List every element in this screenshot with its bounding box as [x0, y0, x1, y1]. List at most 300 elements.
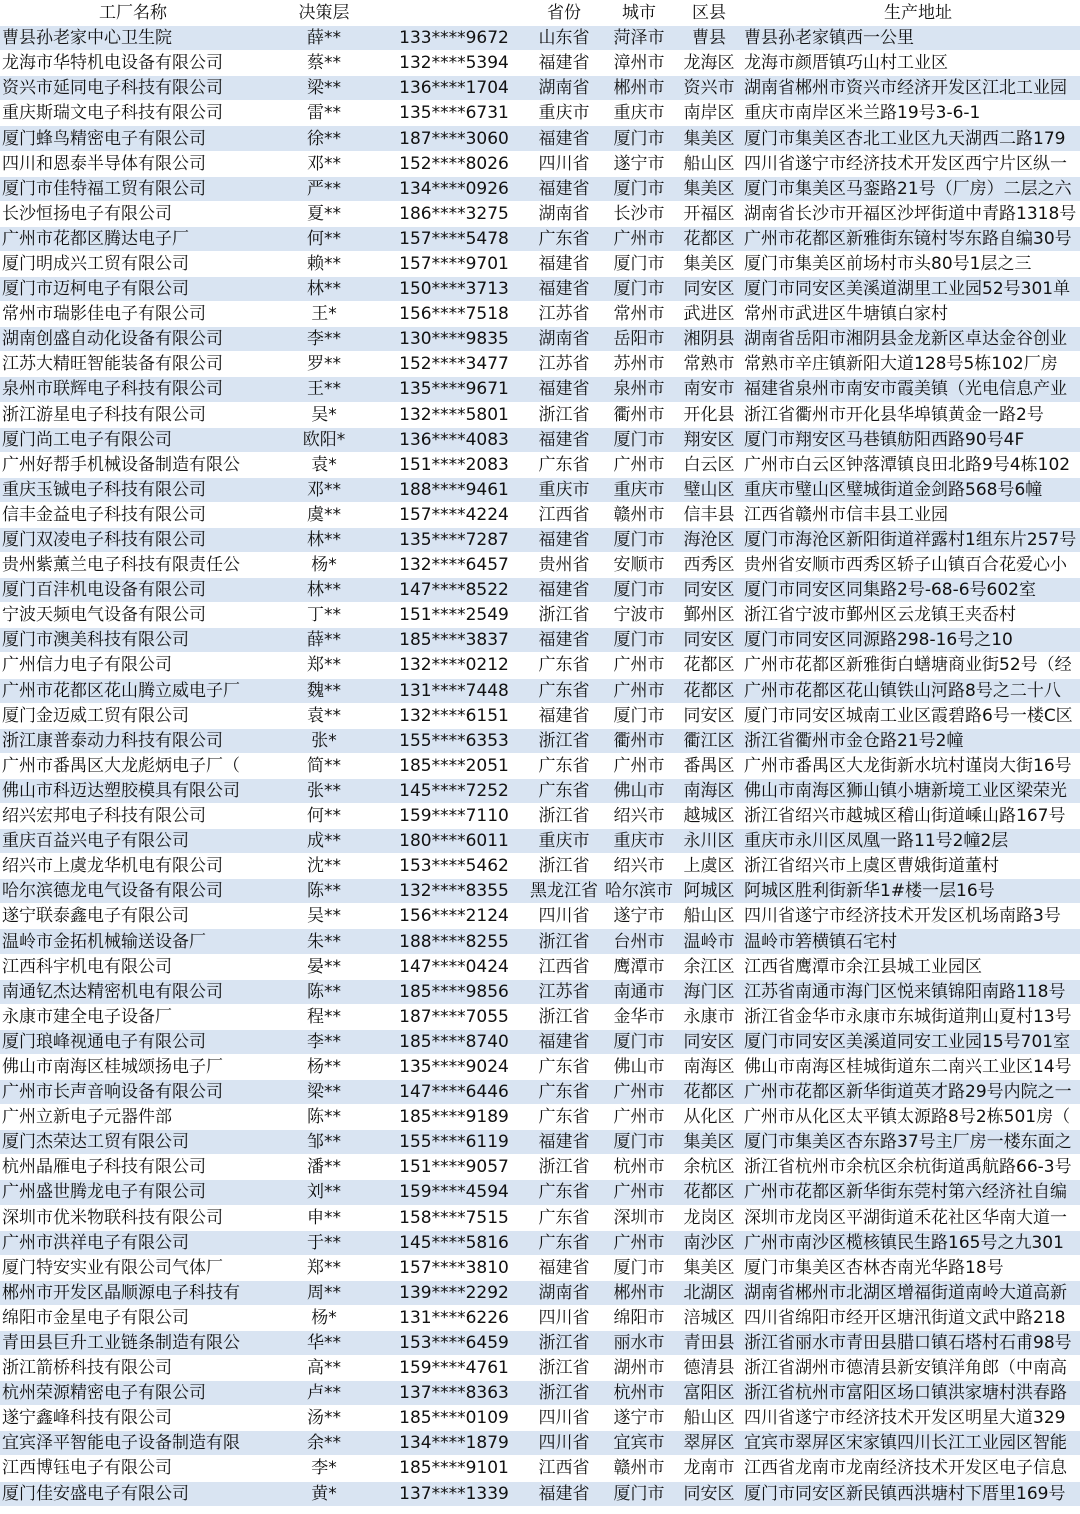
district-cell[interactable]: 曹县 [676, 26, 742, 51]
factory-name-cell[interactable]: 资兴市延同电子科技有限公司 [0, 76, 266, 101]
district-cell[interactable]: 湘阴县 [676, 327, 742, 352]
phone-cell[interactable]: 137****8363 [382, 1381, 526, 1406]
phone-cell[interactable]: 130****9835 [382, 327, 526, 352]
factory-name-cell[interactable]: 厦门尚工电子有限公司 [0, 427, 266, 452]
decision-maker-cell[interactable]: 袁* [266, 452, 382, 477]
phone-cell[interactable]: 185****2051 [382, 753, 526, 778]
factory-name-cell[interactable]: 厦门特安实业有限公司气体厂 [0, 1255, 266, 1280]
decision-maker-cell[interactable]: 梁** [266, 1080, 382, 1105]
address-cell[interactable]: 江苏省南通市海门区悦来镇锦阳南路118号 [742, 979, 1080, 1004]
city-cell[interactable]: 重庆市 [602, 477, 676, 502]
phone-cell[interactable]: 136****1704 [382, 76, 526, 101]
address-cell[interactable]: 厦门市同安区同集路2号-68-6号602室 [742, 578, 1080, 603]
city-cell[interactable]: 常州市 [602, 302, 676, 327]
province-cell[interactable]: 浙江省 [526, 1004, 602, 1029]
province-cell[interactable]: 广东省 [526, 778, 602, 803]
decision-maker-cell[interactable]: 卢** [266, 1381, 382, 1406]
phone-cell[interactable]: 136****4083 [382, 427, 526, 452]
province-cell[interactable]: 广东省 [526, 653, 602, 678]
phone-cell[interactable]: 157****5478 [382, 226, 526, 251]
factory-name-cell[interactable]: 重庆玉铖电子科技有限公司 [0, 477, 266, 502]
province-cell[interactable]: 福建省 [526, 377, 602, 402]
phone-cell[interactable]: 152****8026 [382, 151, 526, 176]
province-cell[interactable]: 浙江省 [526, 1381, 602, 1406]
factory-name-cell[interactable]: 郴州市开发区晶顺源电子科技有 [0, 1280, 266, 1305]
address-cell[interactable]: 浙江省杭州市余杭区余杭街道禹航路66-3号 [742, 1155, 1080, 1180]
district-cell[interactable]: 西秀区 [676, 553, 742, 578]
province-cell[interactable]: 四川省 [526, 1406, 602, 1431]
city-cell[interactable]: 长沙市 [602, 201, 676, 226]
city-cell[interactable]: 重庆市 [602, 829, 676, 854]
phone-cell[interactable]: 159****4761 [382, 1356, 526, 1381]
district-cell[interactable]: 白云区 [676, 452, 742, 477]
province-cell[interactable]: 山东省 [526, 26, 602, 51]
district-cell[interactable]: 集美区 [676, 1255, 742, 1280]
phone-cell[interactable]: 159****7110 [382, 804, 526, 829]
district-cell[interactable]: 翠屏区 [676, 1431, 742, 1456]
phone-cell[interactable]: 157****3810 [382, 1255, 526, 1280]
address-cell[interactable]: 宜宾市翠屏区宋家镇四川长江工业园区智能 [742, 1431, 1080, 1456]
district-cell[interactable]: 开化县 [676, 402, 742, 427]
province-cell[interactable]: 浙江省 [526, 1330, 602, 1355]
district-cell[interactable]: 船山区 [676, 904, 742, 929]
decision-maker-cell[interactable]: 梁** [266, 76, 382, 101]
city-cell[interactable]: 厦门市 [602, 427, 676, 452]
factory-name-cell[interactable]: 杭州荣源精密电子有限公司 [0, 1381, 266, 1406]
province-cell[interactable]: 福建省 [526, 628, 602, 653]
phone-cell[interactable]: 152****3477 [382, 352, 526, 377]
district-cell[interactable]: 花都区 [676, 678, 742, 703]
district-cell[interactable]: 北湖区 [676, 1280, 742, 1305]
phone-cell[interactable]: 185****9189 [382, 1105, 526, 1130]
address-cell[interactable]: 四川省遂宁市经济技术开发区西宁片区纵一 [742, 151, 1080, 176]
district-cell[interactable]: 上虞区 [676, 854, 742, 879]
province-cell[interactable]: 浙江省 [526, 1155, 602, 1180]
phone-cell[interactable]: 132****6151 [382, 703, 526, 728]
city-cell[interactable]: 遂宁市 [602, 151, 676, 176]
city-cell[interactable]: 绍兴市 [602, 854, 676, 879]
decision-maker-cell[interactable]: 邹** [266, 1130, 382, 1155]
district-cell[interactable]: 翔安区 [676, 427, 742, 452]
address-cell[interactable]: 浙江省宁波市鄞州区云龙镇王夹岙村 [742, 603, 1080, 628]
factory-name-cell[interactable]: 绍兴市上虞龙华机电有限公司 [0, 854, 266, 879]
address-cell[interactable]: 浙江省衢州市开化县华埠镇黄金一路2号 [742, 402, 1080, 427]
phone-cell[interactable]: 185****9101 [382, 1456, 526, 1481]
header-decision-maker[interactable]: 决策层 [266, 1, 382, 26]
province-cell[interactable]: 重庆市 [526, 101, 602, 126]
district-cell[interactable]: 鄞州区 [676, 603, 742, 628]
province-cell[interactable]: 广东省 [526, 1080, 602, 1105]
phone-cell[interactable]: 155****6353 [382, 728, 526, 753]
phone-cell[interactable]: 180****6011 [382, 829, 526, 854]
province-cell[interactable]: 广东省 [526, 1054, 602, 1079]
decision-maker-cell[interactable]: 黄* [266, 1481, 382, 1506]
decision-maker-cell[interactable]: 杨* [266, 553, 382, 578]
city-cell[interactable]: 杭州市 [602, 1155, 676, 1180]
factory-name-cell[interactable]: 佛山市科迈达塑胶模具有限公司 [0, 778, 266, 803]
city-cell[interactable]: 宜宾市 [602, 1431, 676, 1456]
province-cell[interactable]: 福建省 [526, 703, 602, 728]
address-cell[interactable]: 浙江省衢州市金仓路21号2幢 [742, 728, 1080, 753]
district-cell[interactable]: 海门区 [676, 979, 742, 1004]
address-cell[interactable]: 福建省泉州市南安市霞美镇（光电信息产业 [742, 377, 1080, 402]
phone-cell[interactable]: 139****2292 [382, 1280, 526, 1305]
city-cell[interactable]: 遂宁市 [602, 904, 676, 929]
district-cell[interactable]: 龙岗区 [676, 1205, 742, 1230]
factory-name-cell[interactable]: 广州市花都区腾达电子厂 [0, 226, 266, 251]
decision-maker-cell[interactable]: 夏** [266, 201, 382, 226]
city-cell[interactable]: 广州市 [602, 653, 676, 678]
decision-maker-cell[interactable]: 吴** [266, 904, 382, 929]
province-cell[interactable]: 湖南省 [526, 76, 602, 101]
phone-cell[interactable]: 147****8522 [382, 578, 526, 603]
province-cell[interactable]: 福建省 [526, 427, 602, 452]
address-cell[interactable]: 广州市花都区新华街东莞村第六经济社自编 [742, 1180, 1080, 1205]
address-cell[interactable]: 厦门市同安区美溪道同安工业园15号701室 [742, 1029, 1080, 1054]
city-cell[interactable]: 鹰潭市 [602, 954, 676, 979]
address-cell[interactable]: 深圳市龙岗区平湖街道禾花社区华南大道一 [742, 1205, 1080, 1230]
header-factory-name[interactable]: 工厂名称 [0, 1, 266, 26]
phone-cell[interactable]: 135****9024 [382, 1054, 526, 1079]
decision-maker-cell[interactable]: 张** [266, 778, 382, 803]
district-cell[interactable]: 璧山区 [676, 477, 742, 502]
decision-maker-cell[interactable]: 王** [266, 377, 382, 402]
decision-maker-cell[interactable]: 张* [266, 728, 382, 753]
city-cell[interactable]: 厦门市 [602, 628, 676, 653]
decision-maker-cell[interactable]: 沈** [266, 854, 382, 879]
decision-maker-cell[interactable]: 申** [266, 1205, 382, 1230]
factory-name-cell[interactable]: 温岭市金拓机械输送设备厂 [0, 929, 266, 954]
phone-cell[interactable]: 132****5394 [382, 51, 526, 76]
phone-cell[interactable]: 155****6119 [382, 1130, 526, 1155]
city-cell[interactable]: 金华市 [602, 1004, 676, 1029]
factory-name-cell[interactable]: 重庆斯瑞文电子科技有限公司 [0, 101, 266, 126]
city-cell[interactable]: 厦门市 [602, 1029, 676, 1054]
address-cell[interactable]: 四川省绵阳市经开区塘汛街道文武中路218 [742, 1305, 1080, 1330]
province-cell[interactable]: 江西省 [526, 954, 602, 979]
city-cell[interactable]: 重庆市 [602, 101, 676, 126]
district-cell[interactable]: 从化区 [676, 1105, 742, 1130]
address-cell[interactable]: 厦门市集美区杏东路37号主厂房一楼东面之 [742, 1130, 1080, 1155]
city-cell[interactable]: 苏州市 [602, 352, 676, 377]
province-cell[interactable]: 江苏省 [526, 352, 602, 377]
decision-maker-cell[interactable]: 高** [266, 1356, 382, 1381]
city-cell[interactable]: 深圳市 [602, 1205, 676, 1230]
city-cell[interactable]: 绍兴市 [602, 804, 676, 829]
phone-cell[interactable]: 186****3275 [382, 201, 526, 226]
district-cell[interactable]: 温岭市 [676, 929, 742, 954]
city-cell[interactable]: 厦门市 [602, 578, 676, 603]
address-cell[interactable]: 厦门市同安区新民镇西洪塘村下厝里169号 [742, 1481, 1080, 1506]
phone-cell[interactable]: 132****8355 [382, 879, 526, 904]
district-cell[interactable]: 集美区 [676, 1130, 742, 1155]
decision-maker-cell[interactable]: 杨* [266, 1305, 382, 1330]
district-cell[interactable]: 花都区 [676, 1180, 742, 1205]
decision-maker-cell[interactable]: 李** [266, 327, 382, 352]
province-cell[interactable]: 广东省 [526, 452, 602, 477]
address-cell[interactable]: 湖南省长沙市开福区沙坪街道中青路1318号 [742, 201, 1080, 226]
phone-cell[interactable]: 156****2124 [382, 904, 526, 929]
district-cell[interactable]: 花都区 [676, 1080, 742, 1105]
address-cell[interactable]: 浙江省湖州市德清县新安镇洋角郎（中南高 [742, 1356, 1080, 1381]
decision-maker-cell[interactable]: 虞** [266, 502, 382, 527]
address-cell[interactable]: 厦门市集美区马銮路21号（厂房）二层之六 [742, 176, 1080, 201]
city-cell[interactable]: 遂宁市 [602, 1406, 676, 1431]
district-cell[interactable]: 龙南市 [676, 1456, 742, 1481]
city-cell[interactable]: 广州市 [602, 226, 676, 251]
header-phone[interactable] [382, 1, 526, 26]
factory-name-cell[interactable]: 遂宁鑫峰科技有限公司 [0, 1406, 266, 1431]
phone-cell[interactable]: 151****9057 [382, 1155, 526, 1180]
province-cell[interactable]: 广东省 [526, 1205, 602, 1230]
factory-name-cell[interactable]: 青田县巨升工业链条制造有限公 [0, 1330, 266, 1355]
decision-maker-cell[interactable]: 陈** [266, 1105, 382, 1130]
phone-cell[interactable]: 153****5462 [382, 854, 526, 879]
address-cell[interactable]: 湖南省郴州市北湖区增福街道南岭大道高新 [742, 1280, 1080, 1305]
decision-maker-cell[interactable]: 郑** [266, 1255, 382, 1280]
decision-maker-cell[interactable]: 林** [266, 277, 382, 302]
address-cell[interactable]: 厦门市同安区城南工业区霞碧路6号一楼C区 [742, 703, 1080, 728]
province-cell[interactable]: 福建省 [526, 1130, 602, 1155]
phone-cell[interactable]: 153****6459 [382, 1330, 526, 1355]
province-cell[interactable]: 福建省 [526, 1255, 602, 1280]
city-cell[interactable]: 岳阳市 [602, 327, 676, 352]
city-cell[interactable]: 广州市 [602, 678, 676, 703]
factory-name-cell[interactable]: 厦门百沣机电设备有限公司 [0, 578, 266, 603]
decision-maker-cell[interactable]: 严** [266, 176, 382, 201]
decision-maker-cell[interactable]: 王* [266, 302, 382, 327]
province-cell[interactable]: 福建省 [526, 51, 602, 76]
factory-name-cell[interactable]: 湖南创盛自动化设备有限公司 [0, 327, 266, 352]
factory-name-cell[interactable]: 广州盛世腾龙电子有限公司 [0, 1180, 266, 1205]
factory-name-cell[interactable]: 龙海市华特机电设备有限公司 [0, 51, 266, 76]
decision-maker-cell[interactable]: 成** [266, 829, 382, 854]
factory-name-cell[interactable]: 常州市瑞影佳电子有限公司 [0, 302, 266, 327]
decision-maker-cell[interactable]: 简** [266, 753, 382, 778]
address-cell[interactable]: 厦门市翔安区马巷镇舫阳西路90号4F [742, 427, 1080, 452]
decision-maker-cell[interactable]: 薛** [266, 26, 382, 51]
decision-maker-cell[interactable]: 潘** [266, 1155, 382, 1180]
province-cell[interactable]: 广东省 [526, 678, 602, 703]
phone-cell[interactable]: 134****1879 [382, 1431, 526, 1456]
province-cell[interactable]: 福建省 [526, 578, 602, 603]
factory-name-cell[interactable]: 厦门市迈柯电子有限公司 [0, 277, 266, 302]
factory-name-cell[interactable]: 遂宁联泰鑫电子有限公司 [0, 904, 266, 929]
city-cell[interactable]: 厦门市 [602, 703, 676, 728]
phone-cell[interactable]: 134****0926 [382, 176, 526, 201]
address-cell[interactable]: 曹县孙老家镇西一公里 [742, 26, 1080, 51]
phone-cell[interactable]: 156****7518 [382, 302, 526, 327]
address-cell[interactable]: 浙江省丽水市青田县腊口镇石塔村石甫98号 [742, 1330, 1080, 1355]
province-cell[interactable]: 湖南省 [526, 201, 602, 226]
district-cell[interactable]: 花都区 [676, 226, 742, 251]
city-cell[interactable]: 衢州市 [602, 728, 676, 753]
factory-name-cell[interactable]: 广州市番禺区大龙彪炳电子厂（ [0, 753, 266, 778]
province-cell[interactable]: 浙江省 [526, 603, 602, 628]
address-cell[interactable]: 浙江省绍兴市上虞区曹娥街道董村 [742, 854, 1080, 879]
address-cell[interactable]: 温岭市箬横镇石宅村 [742, 929, 1080, 954]
factory-name-cell[interactable]: 哈尔滨德龙电气设备有限公司 [0, 879, 266, 904]
address-cell[interactable]: 广州市从化区太平镇太源路8号2栋501房（ [742, 1105, 1080, 1130]
city-cell[interactable]: 厦门市 [602, 126, 676, 151]
phone-cell[interactable]: 147****6446 [382, 1080, 526, 1105]
province-cell[interactable]: 广东省 [526, 1230, 602, 1255]
address-cell[interactable]: 四川省遂宁市经济技术开发区机场南路3号 [742, 904, 1080, 929]
district-cell[interactable]: 青田县 [676, 1330, 742, 1355]
city-cell[interactable]: 丽水市 [602, 1330, 676, 1355]
phone-cell[interactable]: 157****9701 [382, 251, 526, 276]
city-cell[interactable]: 绵阳市 [602, 1305, 676, 1330]
factory-name-cell[interactable]: 广州市花都区花山腾立威电子厂 [0, 678, 266, 703]
address-cell[interactable]: 四川省遂宁市经济技术开发区明星大道329 [742, 1406, 1080, 1431]
decision-maker-cell[interactable]: 朱** [266, 929, 382, 954]
address-cell[interactable]: 江西省鹰潭市余江县城工业园区 [742, 954, 1080, 979]
city-cell[interactable]: 广州市 [602, 1080, 676, 1105]
city-cell[interactable]: 泉州市 [602, 377, 676, 402]
decision-maker-cell[interactable]: 袁** [266, 703, 382, 728]
province-cell[interactable]: 浙江省 [526, 854, 602, 879]
decision-maker-cell[interactable]: 陈** [266, 979, 382, 1004]
phone-cell[interactable]: 188****8255 [382, 929, 526, 954]
decision-maker-cell[interactable]: 丁** [266, 603, 382, 628]
decision-maker-cell[interactable]: 蔡** [266, 51, 382, 76]
address-cell[interactable]: 广州市南沙区榄核镇民生路165号之九301 [742, 1230, 1080, 1255]
province-cell[interactable]: 重庆市 [526, 477, 602, 502]
factory-name-cell[interactable]: 绍兴宏邦电子科技有限公司 [0, 804, 266, 829]
district-cell[interactable]: 衢江区 [676, 728, 742, 753]
district-cell[interactable]: 永川区 [676, 829, 742, 854]
factory-name-cell[interactable]: 长沙恒扬电子有限公司 [0, 201, 266, 226]
decision-maker-cell[interactable]: 程** [266, 1004, 382, 1029]
province-cell[interactable]: 江苏省 [526, 979, 602, 1004]
province-cell[interactable]: 广东省 [526, 1180, 602, 1205]
city-cell[interactable]: 漳州市 [602, 51, 676, 76]
city-cell[interactable]: 郴州市 [602, 76, 676, 101]
city-cell[interactable]: 郴州市 [602, 1280, 676, 1305]
phone-cell[interactable]: 131****6226 [382, 1305, 526, 1330]
factory-name-cell[interactable]: 浙江康普泰动力科技有限公司 [0, 728, 266, 753]
city-cell[interactable]: 厦门市 [602, 277, 676, 302]
header-address[interactable]: 生产地址 [742, 1, 1080, 26]
district-cell[interactable]: 同安区 [676, 1029, 742, 1054]
district-cell[interactable]: 船山区 [676, 1406, 742, 1431]
city-cell[interactable]: 厦门市 [602, 176, 676, 201]
province-cell[interactable]: 浙江省 [526, 1356, 602, 1381]
province-cell[interactable]: 湖南省 [526, 327, 602, 352]
phone-cell[interactable]: 145****7252 [382, 778, 526, 803]
decision-maker-cell[interactable]: 林** [266, 578, 382, 603]
phone-cell[interactable]: 131****7448 [382, 678, 526, 703]
header-city[interactable]: 城市 [602, 1, 676, 26]
address-cell[interactable]: 佛山市南海区桂城街道东二南兴工业区14号 [742, 1054, 1080, 1079]
factory-name-cell[interactable]: 广州市长声音响设备有限公司 [0, 1080, 266, 1105]
address-cell[interactable]: 常熟市辛庄镇新阳大道128号5栋102厂房 [742, 352, 1080, 377]
address-cell[interactable]: 阿城区胜利街新华1#楼一层16号 [742, 879, 1080, 904]
decision-maker-cell[interactable]: 何** [266, 226, 382, 251]
decision-maker-cell[interactable]: 邓** [266, 477, 382, 502]
decision-maker-cell[interactable]: 郑** [266, 653, 382, 678]
phone-cell[interactable]: 185****0109 [382, 1406, 526, 1431]
decision-maker-cell[interactable]: 徐** [266, 126, 382, 151]
factory-name-cell[interactable]: 厦门双凌电子科技有限公司 [0, 527, 266, 552]
province-cell[interactable]: 江西省 [526, 502, 602, 527]
city-cell[interactable]: 广州市 [602, 452, 676, 477]
address-cell[interactable]: 浙江省绍兴市越城区稽山街道嵊山路167号 [742, 804, 1080, 829]
factory-name-cell[interactable]: 佛山市南海区桂城颂扬电子厂 [0, 1054, 266, 1079]
province-cell[interactable]: 福建省 [526, 277, 602, 302]
address-cell[interactable]: 浙江省杭州市富阳区场口镇洪家塘村洪春路 [742, 1381, 1080, 1406]
address-cell[interactable]: 厦门市集美区杏北工业区九天湖西二路179 [742, 126, 1080, 151]
decision-maker-cell[interactable]: 赖** [266, 251, 382, 276]
address-cell[interactable]: 广州市白云区钟落潭镇良田北路9号4栋102 [742, 452, 1080, 477]
province-cell[interactable]: 福建省 [526, 126, 602, 151]
address-cell[interactable]: 厦门市集美区前场村市头80号1层之三 [742, 251, 1080, 276]
factory-name-cell[interactable]: 杭州晶雁电子科技有限公司 [0, 1155, 266, 1180]
district-cell[interactable]: 集美区 [676, 251, 742, 276]
city-cell[interactable]: 厦门市 [602, 251, 676, 276]
factory-name-cell[interactable]: 深圳市优米物联科技有限公司 [0, 1205, 266, 1230]
district-cell[interactable]: 船山区 [676, 151, 742, 176]
phone-cell[interactable]: 132****6457 [382, 553, 526, 578]
factory-name-cell[interactable]: 浙江箭桥科技有限公司 [0, 1356, 266, 1381]
address-cell[interactable]: 佛山市南海区狮山镇小塘新境工业区梁荣光 [742, 778, 1080, 803]
district-cell[interactable]: 番禺区 [676, 753, 742, 778]
factory-name-cell[interactable]: 绵阳市金星电子有限公司 [0, 1305, 266, 1330]
factory-name-cell[interactable]: 重庆百益兴电子有限公司 [0, 829, 266, 854]
factory-name-cell[interactable]: 泉州市联辉电子科技有限公司 [0, 377, 266, 402]
city-cell[interactable]: 佛山市 [602, 778, 676, 803]
decision-maker-cell[interactable]: 吴* [266, 402, 382, 427]
decision-maker-cell[interactable]: 薛** [266, 628, 382, 653]
province-cell[interactable]: 浙江省 [526, 929, 602, 954]
province-cell[interactable]: 重庆市 [526, 829, 602, 854]
address-cell[interactable]: 浙江省金华市永康市东城街道荆山夏村13号 [742, 1004, 1080, 1029]
province-cell[interactable]: 浙江省 [526, 728, 602, 753]
district-cell[interactable]: 越城区 [676, 804, 742, 829]
province-cell[interactable]: 广东省 [526, 1105, 602, 1130]
decision-maker-cell[interactable]: 李** [266, 1029, 382, 1054]
district-cell[interactable]: 富阳区 [676, 1381, 742, 1406]
province-cell[interactable]: 江苏省 [526, 302, 602, 327]
phone-cell[interactable]: 132****0212 [382, 653, 526, 678]
address-cell[interactable]: 广州市花都区新华街道英才路29号内院之一 [742, 1080, 1080, 1105]
province-cell[interactable]: 广东省 [526, 226, 602, 251]
city-cell[interactable]: 哈尔滨市 [602, 879, 676, 904]
factory-name-cell[interactable]: 浙江游星电子科技有限公司 [0, 402, 266, 427]
address-cell[interactable]: 湖南省岳阳市湘阴县金龙新区卓达金谷创业 [742, 327, 1080, 352]
province-cell[interactable]: 福建省 [526, 1029, 602, 1054]
factory-name-cell[interactable]: 厦门市澳美科技有限公司 [0, 628, 266, 653]
city-cell[interactable]: 厦门市 [602, 1255, 676, 1280]
district-cell[interactable]: 集美区 [676, 126, 742, 151]
address-cell[interactable]: 广州市花都区花山镇铁山河路8号之二十八 [742, 678, 1080, 703]
district-cell[interactable]: 常熟市 [676, 352, 742, 377]
factory-name-cell[interactable]: 贵州紫薰兰电子科技有限责任公 [0, 553, 266, 578]
address-cell[interactable]: 广州市花都区新雅街东镜村岑东路自编30号 [742, 226, 1080, 251]
decision-maker-cell[interactable]: 华** [266, 1330, 382, 1355]
phone-cell[interactable]: 158****7515 [382, 1205, 526, 1230]
city-cell[interactable]: 赣州市 [602, 502, 676, 527]
district-cell[interactable]: 南沙区 [676, 1230, 742, 1255]
address-cell[interactable]: 厦门市海沧区新阳街道祥露村1组东片257号 [742, 527, 1080, 552]
phone-cell[interactable]: 188****9461 [382, 477, 526, 502]
province-cell[interactable]: 福建省 [526, 251, 602, 276]
district-cell[interactable]: 南安市 [676, 377, 742, 402]
decision-maker-cell[interactable]: 于** [266, 1230, 382, 1255]
phone-cell[interactable]: 185****9856 [382, 979, 526, 1004]
factory-name-cell[interactable]: 厦门佳安盛电子有限公司 [0, 1481, 266, 1506]
province-cell[interactable]: 福建省 [526, 1481, 602, 1506]
